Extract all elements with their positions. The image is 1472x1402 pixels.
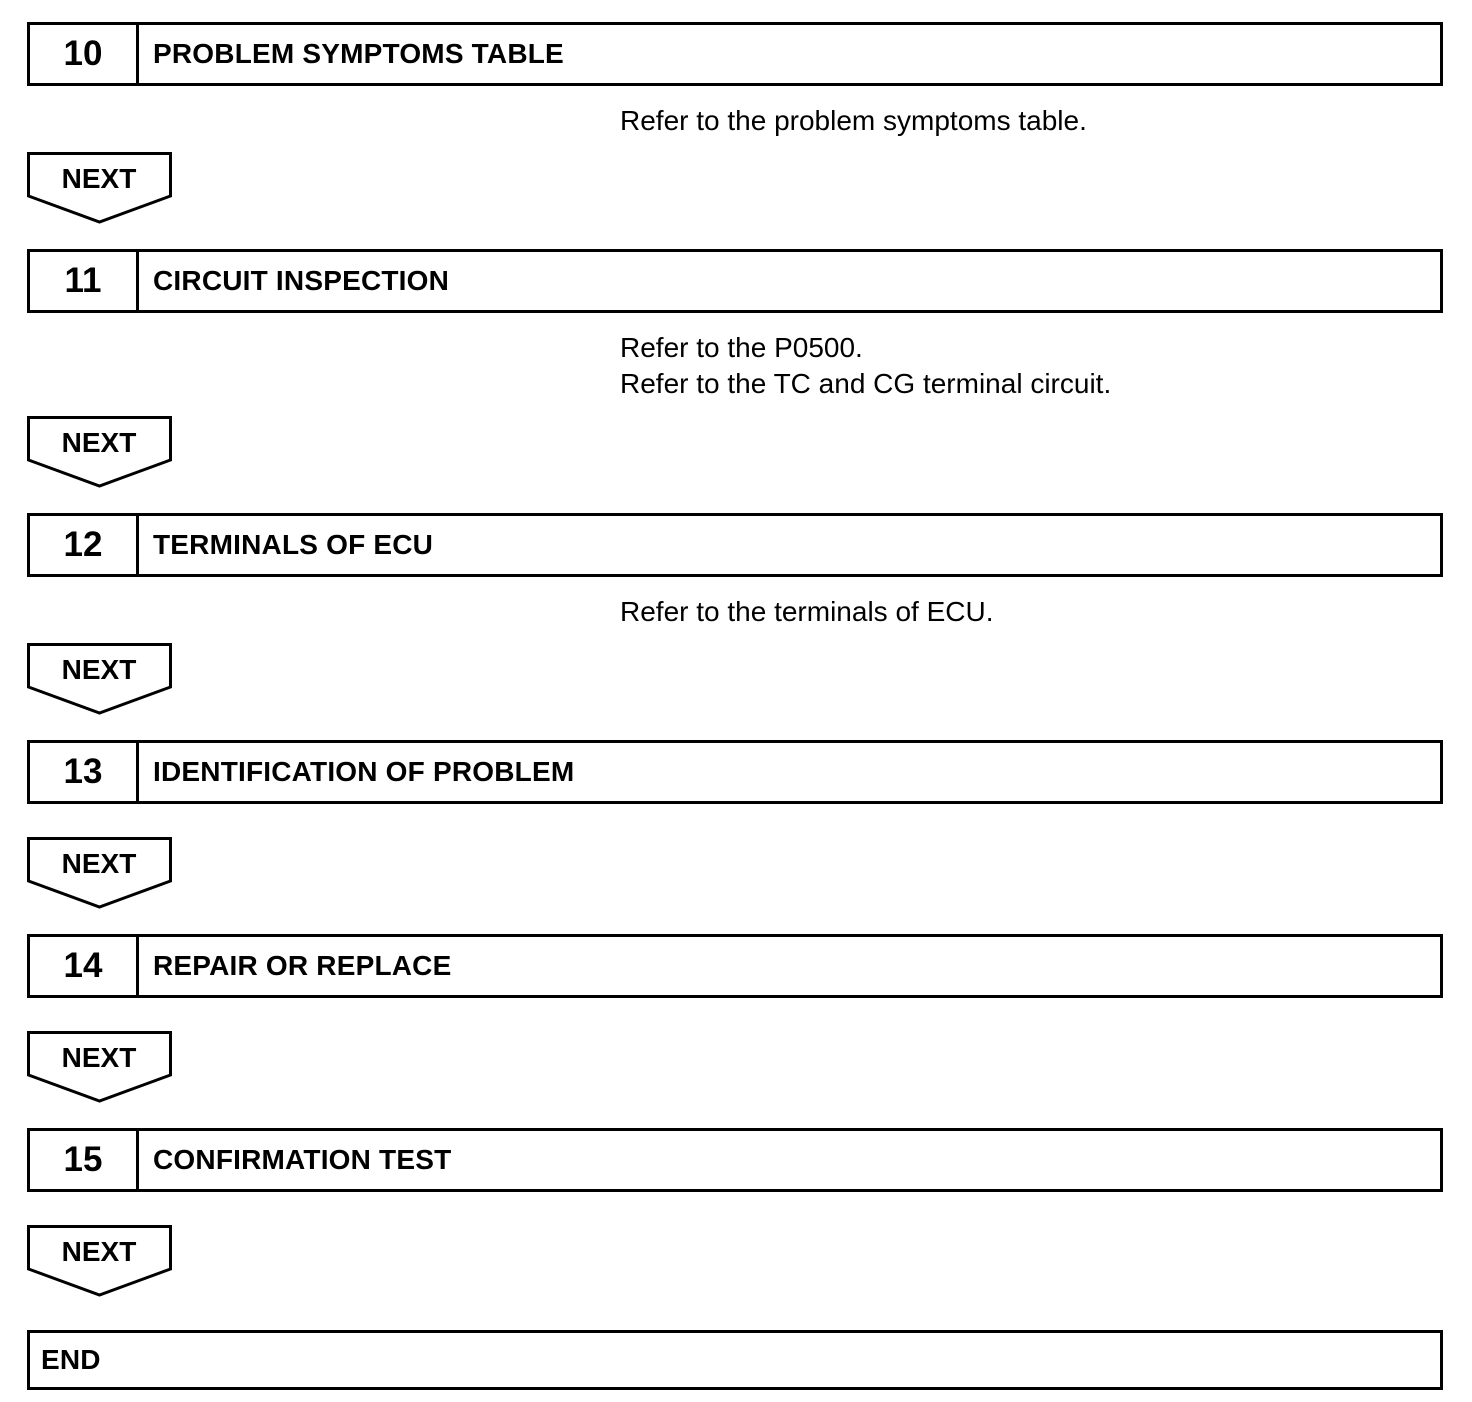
step-title: PROBLEM SYMPTOMS TABLE [153, 38, 564, 69]
next-arrow-10 [27, 152, 174, 226]
step-title: TERMINALS OF ECU [153, 529, 434, 560]
next-label: NEXT [61, 848, 137, 879]
step-box-12 [27, 513, 1443, 577]
step-box-14 [27, 934, 1443, 998]
step-box-10 [27, 22, 1443, 86]
note-line: Refer to the problem symptoms table. [620, 105, 1087, 136]
note-line: Refer to the terminals of ECU. [620, 596, 994, 627]
step-number: 13 [30, 743, 139, 801]
step-title: IDENTIFICATION OF PROBLEM [153, 756, 575, 787]
next-label: NEXT [61, 1042, 137, 1073]
step-title: REPAIR OR REPLACE [153, 950, 452, 981]
note-line: Refer to the TC and CG terminal circuit. [620, 368, 1112, 399]
next-arrow-11 [27, 416, 174, 490]
step-note-11 [620, 330, 1111, 402]
step-number: 10 [30, 25, 139, 83]
next-label: NEXT [61, 654, 137, 685]
next-label: NEXT [61, 1236, 137, 1267]
step-number: 15 [30, 1131, 139, 1189]
step-number: 11 [30, 252, 139, 310]
next-arrow-12 [27, 643, 174, 717]
next-arrow-13 [27, 837, 174, 911]
next-arrow-15 [27, 1225, 174, 1299]
next-label: NEXT [61, 427, 137, 458]
step-number: 12 [30, 516, 139, 574]
end-label: END [41, 1344, 101, 1375]
end-box [27, 1330, 1443, 1390]
step-title: CONFIRMATION TEST [153, 1144, 452, 1175]
step-title: CIRCUIT INSPECTION [153, 265, 450, 296]
note-line: Refer to the P0500. [620, 332, 863, 363]
step-box-15 [27, 1128, 1443, 1192]
step-number: 14 [30, 937, 139, 995]
step-box-13 [27, 740, 1443, 804]
step-note-12 [620, 594, 993, 630]
step-note-10 [620, 103, 1087, 139]
step-box-11 [27, 249, 1443, 313]
next-label: NEXT [61, 163, 137, 194]
next-arrow-14 [27, 1031, 174, 1105]
